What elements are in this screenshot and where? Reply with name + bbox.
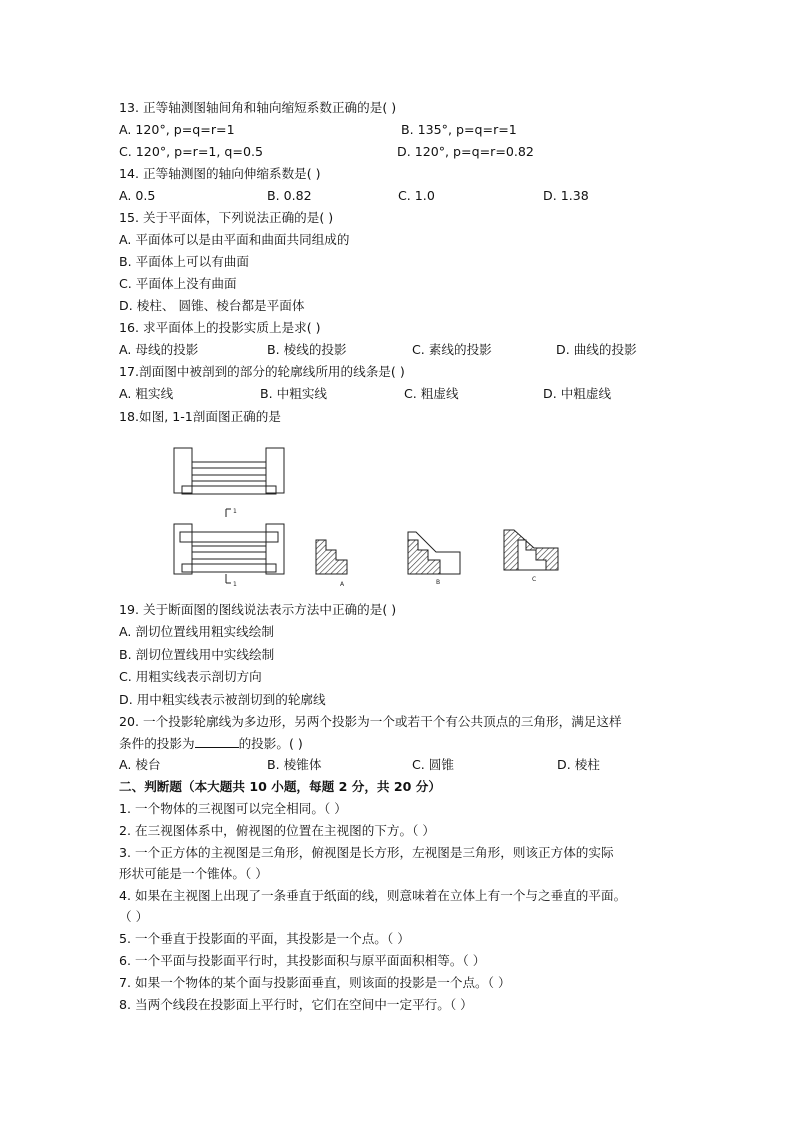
q16-option-a: A. 母线的投影 <box>119 342 199 357</box>
section-mark-top-label: 1 <box>233 508 237 515</box>
q17-option-b: B. 中粗实线 <box>260 386 328 401</box>
q19-option-d: D. 用中粗实线表示被剖切到的轮廓线 <box>119 692 326 707</box>
judge-item-6: 6. 一个平面与投影面平行时，其投影面积与原平面面积相等。（ ） <box>119 953 486 968</box>
section-mark-bottom-label: 1 <box>233 581 237 588</box>
q20-answer-blank <box>195 736 239 748</box>
q19-option-c: C. 用粗实线表示剖切方向 <box>119 669 262 684</box>
q20-stem-line2 <box>119 736 303 752</box>
judge-item-8: 8. 当两个线段在投影面上平行时，它们在空间中一定平行。（ ） <box>119 997 473 1012</box>
q19-stem: 19. 关于断面图的图线说法表示方法中正确的是( ) <box>119 602 397 617</box>
q16-option-b: B. 棱线的投影 <box>267 342 347 357</box>
option-a-label: A <box>340 581 345 588</box>
q13-option-b: B. 135°, p=q=r=1 <box>401 122 517 137</box>
q18-figure <box>170 440 570 590</box>
q17-option-d: D. 中粗虚线 <box>543 386 612 401</box>
q13-option-d: D. 120°, p=q=r=0.82 <box>397 144 534 159</box>
q14-option-b: B. 0.82 <box>267 188 312 203</box>
option-b-section <box>408 532 460 574</box>
judge-item-1: 1. 一个物体的三视图可以完全相同。（ ） <box>119 801 347 816</box>
judge-item-4-cont: （ ） <box>119 909 149 924</box>
q19-option-b: B. 剖切位置线用中实线绘制 <box>119 647 275 662</box>
q14-option-c: C. 1.0 <box>398 188 435 203</box>
section-mark-bottom <box>226 574 231 583</box>
q16-stem: 16. 求平面体上的投影实质上是求( ) <box>119 320 321 335</box>
q20-stem-line2-post: 的投影。( ) <box>238 736 303 751</box>
q15-stem: 15. 关于平面体，下列说法正确的是( ) <box>119 210 334 225</box>
q13-option-c: C. 120°, p=r=1, q=0.5 <box>119 144 264 159</box>
plan-view <box>174 448 284 494</box>
front-view <box>174 524 284 574</box>
q15-option-c: C. 平面体上没有曲面 <box>119 276 237 291</box>
option-a-section <box>316 540 347 574</box>
q20-option-a: A. 棱台 <box>119 757 161 772</box>
q16-option-c: C. 素线的投影 <box>412 342 492 357</box>
judge-item-5: 5. 一个垂直于投影面的平面，其投影是一个点。（ ） <box>119 931 410 946</box>
option-c-label: C <box>532 576 537 583</box>
q17-option-c: C. 粗虚线 <box>404 386 459 401</box>
q20-option-d: D. 棱柱 <box>557 757 600 772</box>
q16-option-d: D. 曲线的投影 <box>556 342 637 357</box>
q15-option-a: A. 平面体可以是由平面和曲面共同组成的 <box>119 232 350 247</box>
q20-option-c: C. 圆锥 <box>412 757 454 772</box>
q18-stem: 18.如图, 1-1剖面图正确的是 <box>119 409 281 424</box>
q19-option-a: A. 剖切位置线用粗实线绘制 <box>119 624 274 639</box>
q20-stem-line2-pre: 条件的投影为 <box>119 736 195 751</box>
judge-item-7: 7. 如果一个物体的某个面与投影面垂直，则该面的投影是一个点。（ ） <box>119 975 511 990</box>
judge-item-3-cont: 形状可能是一个锥体。（ ） <box>119 866 268 881</box>
q17-stem: 17.剖面图中被剖到的部分的轮廓线所用的线条是( ) <box>119 364 405 379</box>
section-mark-top <box>226 509 231 517</box>
judge-item-2: 2. 在三视图体系中，俯视图的位置在主视图的下方。（ ） <box>119 823 435 838</box>
q13-option-a: A. 120°, p=q=r=1 <box>119 122 235 137</box>
judge-item-3: 3. 一个正方体的主视图是三角形，俯视图是长方形，左视图是三角形，则该正方体的实际 <box>119 845 614 860</box>
q17-option-a: A. 粗实线 <box>119 386 174 401</box>
q20-stem-line1: 20. 一个投影轮廓线为多边形，另两个投影为一个或若干个有公共顶点的三角形，满足这样 <box>119 714 622 729</box>
q14-option-d: D. 1.38 <box>543 188 589 203</box>
section-2-title: 二、判断题（本大题共 10 小题，每题 2 分，共 20 分） <box>119 779 441 794</box>
q20-option-b: B. 棱锥体 <box>267 757 322 772</box>
judge-item-4: 4. 如果在主视图上出现了一条垂直于纸面的线，则意味着在立体上有一个与之垂直的平面。 <box>119 888 627 903</box>
q14-stem: 14. 正等轴测图的轴向伸缩系数是( ) <box>119 166 321 181</box>
option-c-section <box>504 530 558 570</box>
q15-option-b: B. 平面体上可以有曲面 <box>119 254 249 269</box>
q15-option-d: D. 棱柱、 圆锥、棱台都是平面体 <box>119 298 305 313</box>
q13-stem: 13. 正等轴测图轴间角和轴向缩短系数正确的是( ) <box>119 100 397 115</box>
option-b-label: B <box>436 579 441 586</box>
q14-option-a: A. 0.5 <box>119 188 156 203</box>
